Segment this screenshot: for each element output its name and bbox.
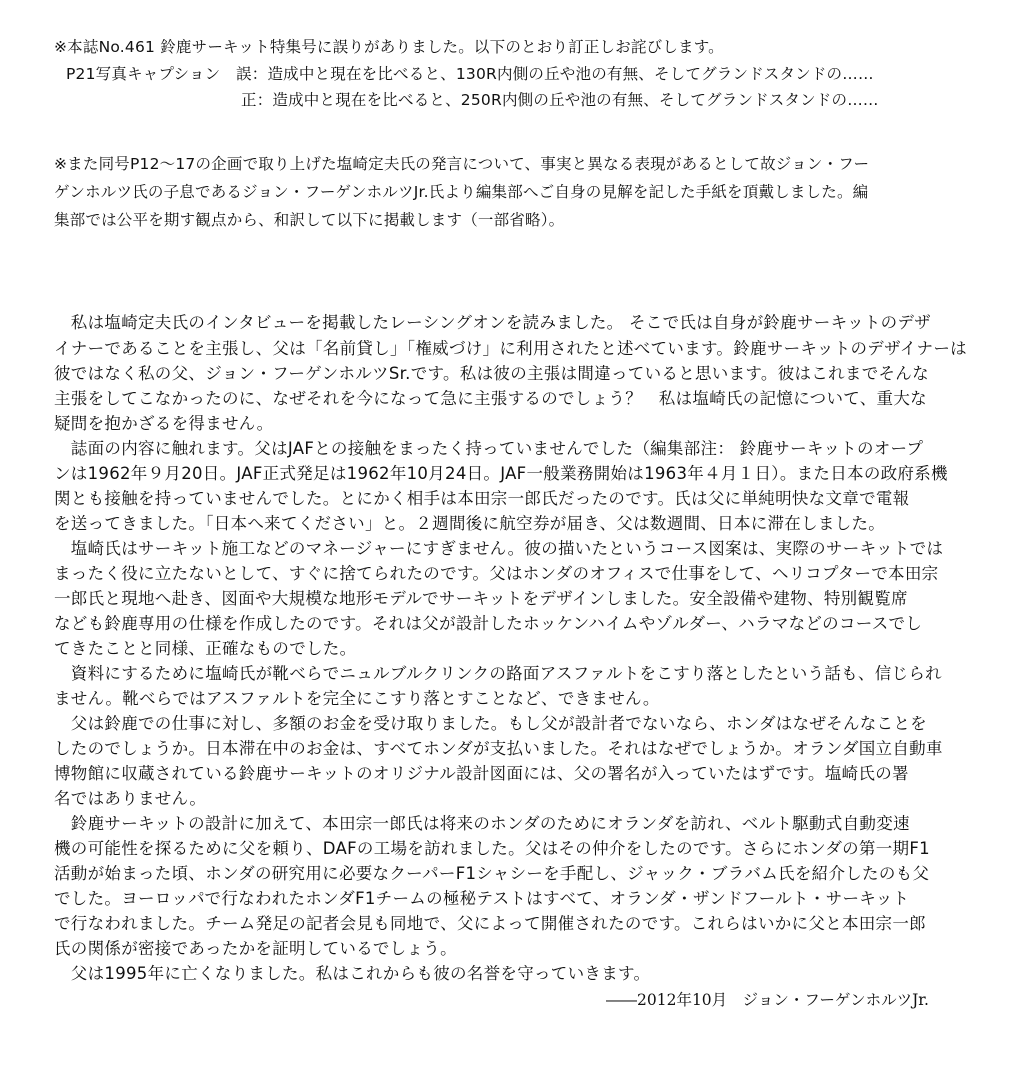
letter-line: まったく役に立たないとして、すぐに捨てられたのです。父はホンダのオフィスで仕事をして、ヘリコプターで本田宗 [54,564,939,583]
letter-line: 父は鈴鹿での仕事に対し、多額のお金を受け取りました。もし父が設計者でないなら、ホンダはなぜそんなことを [54,714,927,733]
letter-line: 活動が始まった頃、ホンダの研究用に必要なクーパーF1シャシーを手配し、ジャック・ブラバム氏を紹介したのも父 [54,864,930,883]
letter-line: を送ってきました。「日本へ来てください」と。２週間後に航空券が届き、父は数週間、日本に滞在しました。 [54,514,886,533]
correction-right-line: 正：造成中と現在を比べると、250R内側の丘や池の有無、そしてグランドスタンドの…… [241,91,879,109]
letter-line: ンは1962年９月20日。JAF正式発足は1962年10月24日。JAF一般業務開始は1963年４月１日）。また日本の政府系機 [54,464,948,483]
letter-line: 博物館に収蔵されている鈴鹿サーキットのオリジナル設計図面には、父の署名が入っていたはずです。塩崎氏の署 [54,764,909,783]
letter-line: 資料にするために塩崎氏が靴べらでニュルブルクリンクの路面アスファルトをこすり落としたという話も、信じられ [54,664,942,683]
letter-line: 一郎氏と現地へ赴き、図面や大規模な地形モデルでサーキットをデザインしました。安全設備や建物、特別観覧席 [54,589,908,608]
letter-line: 主張をしてこなかったのに、なぜそれを今になって急に主張するのでしょう？ 私は塩崎氏の記憶について、重大な [54,389,927,408]
letter-line: てきたことと同様、正確なものでした。 [54,639,357,658]
letter-line: 疑問を抱かざるを得ません。 [54,414,274,433]
letter-line: ません。靴べらではアスファルトを完全にこすり落とすことなど、できません。 [54,689,660,708]
letter-line: 氏の関係が密接であったかを証明しているでしょう。 [54,939,457,958]
letter-line: で行なわれました。チーム発足の記者会見も同地で、父によって開催されたのです。これらはいかに父と本田宗一郎 [54,914,926,933]
letter-line: 彼ではなく私の父、ジョン・フーゲンホルツSr.です。私は彼の主張は間違っていると思います。彼はこれまでそんな [54,364,929,383]
letter-line: したのでしょうか。日本滞在中のお金は、すべてホンダが支払いました。それはなぜでしょうか。オランダ国立自動車 [54,739,943,758]
letter-line: 塩崎氏はサーキット施工などのマネージャーにすぎません。彼の描いたというコース図案は、実際のサーキットでは [54,539,944,558]
correction-notice-text: ※本誌No.461 鈴鹿サーキット特集号に誤りがありました。以下のとおり訂正しお詫びします。 [54,38,724,56]
correction-wrong-line: P21写真キャプション 誤：造成中と現在を比べると、130R内側の丘や池の有無、そしてグランドスタンドの…… [66,65,874,83]
letter-line: 関とも接触を持っていませんでした。とにかく相手は本田宗一郎氏だったのです。氏は父に単純明快な文章で電報 [54,489,910,508]
letter-line: でした。ヨーロッパで行なわれたホンダF1チームの極秘テストはすべて、オランダ・ザンドフールト・サーキット [54,889,910,908]
letter-line: 私は塩崎定夫氏のインタビューを掲載したレーシングオンを読みました。 そこで氏は自身が鈴鹿サーキットのデザ [54,313,932,332]
intro-line: ゲンホルツ氏の子息であるジョン・フーゲンホルツJr.氏より編集部へご自身の見解を記した手紙を頂戴しました。編 [54,183,869,201]
letter-line: 名ではありません。 [54,789,207,808]
letter-line: 機の可能性を探るために父を頼り、DAFの工場を訪れました。父はその仲介をしたのです。さらにホンダの第一期F1 [54,839,930,858]
letter-line: 誌面の内容に触れます。父はJAFとの接触をまったく持っていませんでした（編集部注： 鈴鹿サーキットのオープ [54,439,924,458]
intro-line: ※また同号P12～17の企画で取り上げた塩崎定夫氏の発言について、事実と異なる表現があるとして故ジョン・フー [54,155,870,173]
letter-line: イナーであることを主張し、父は「名前貸し」「権威づけ」に利用されたと述べています。鈴鹿サーキットのデザイナーは [54,339,967,358]
letter-line: なども鈴鹿専用の仕様を作成したのです。それは父が設計したホッケンハイムやゾルダー、ハラマなどのコースでし [54,614,923,633]
intro-line: 集部では公平を期す観点から、和訳して以下に掲載します（一部省略）。 [54,211,565,229]
letter-line: 父は1995年に亡くなりました。私はこれからも彼の名誉を守っていきます。 [54,964,651,983]
letter-line: 鈴鹿サーキットの設計に加えて、本田宗一郎氏は将来のホンダのためにオランダを訪れ、ベルト駆動式自動変速 [54,814,910,833]
letter-signature: ――2012年10月 ジョン・フーゲンホルツJr. [606,991,929,1009]
